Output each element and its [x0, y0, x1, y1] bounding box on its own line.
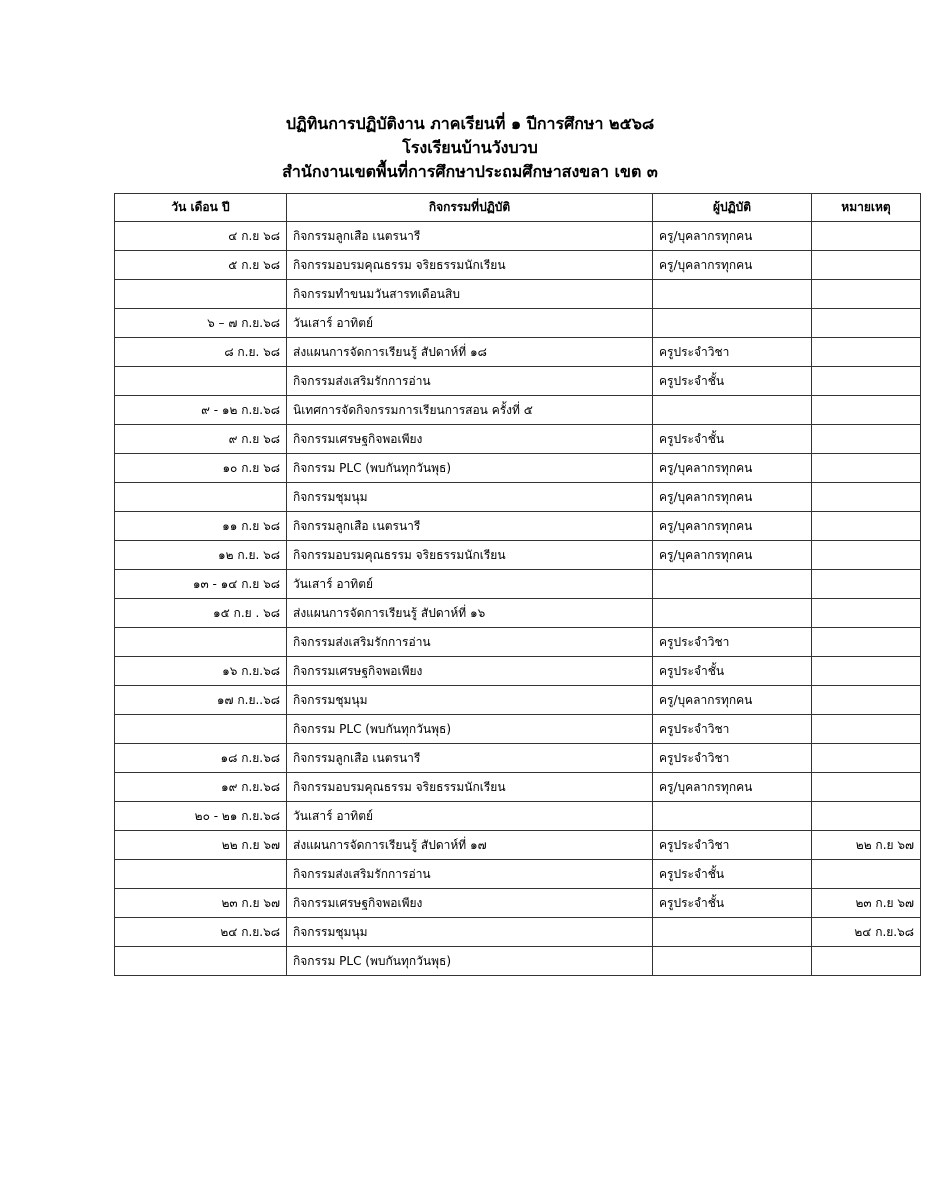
note-cell — [812, 454, 921, 483]
note-cell — [812, 860, 921, 889]
note-cell — [812, 367, 921, 396]
activity-cell: กิจกรรม PLC (พบกันทุกวันพุธ) — [287, 715, 653, 744]
responsible-cell: ครู/บุคลากรทุกคน — [653, 454, 812, 483]
date-cell: ๘ ก.ย. ๖๘ — [115, 338, 287, 367]
table-row — [115, 309, 921, 338]
date-cell — [115, 947, 287, 976]
note-cell — [812, 396, 921, 425]
activity-cell: ส่งแผนการจัดการเรียนรู้ สัปดาห์ที่ ๑๖ — [287, 599, 653, 628]
date-cell: ๑๙ ก.ย.๖๘ — [115, 773, 287, 802]
schedule-table — [114, 193, 921, 976]
activity-cell: วันเสาร์ อาทิตย์ — [287, 570, 653, 599]
note-cell — [812, 570, 921, 599]
responsible-cell: ครู/บุคลากรทุกคน — [653, 483, 812, 512]
table-row — [115, 686, 921, 715]
office-name: สำนักงานเขตพื้นที่การศึกษาประถมศึกษาสงขลา เขต ๓ — [282, 162, 658, 181]
table-row — [115, 570, 921, 599]
activity-cell: กิจกรรมเศรษฐกิจพอเพียง — [287, 425, 653, 454]
date-cell: ๑๑ ก.ย ๖๘ — [115, 512, 287, 541]
responsible-cell: ครูประจำชั้น — [653, 425, 812, 454]
responsible-cell — [653, 570, 812, 599]
responsible-cell: ครู/บุคลากรทุกคน — [653, 686, 812, 715]
column-header-note: หมายเหตุ — [812, 194, 921, 222]
activity-cell: กิจกรรมอบรมคุณธรรม จริยธรรมนักเรียน — [287, 541, 653, 570]
activity-cell: กิจกรรมชุมนุม — [287, 686, 653, 715]
date-cell: ๙ ก.ย ๖๘ — [115, 425, 287, 454]
note-cell — [812, 715, 921, 744]
activity-cell: กิจกรรมเศรษฐกิจพอเพียง — [287, 657, 653, 686]
date-cell — [115, 367, 287, 396]
responsible-cell: ครูประจำวิชา — [653, 628, 812, 657]
date-cell — [115, 628, 287, 657]
table-row — [115, 802, 921, 831]
activity-cell: กิจกรรมชุมนุม — [287, 483, 653, 512]
table-row — [115, 280, 921, 309]
date-cell: ๒๐ - ๒๑ ก.ย.๖๘ — [115, 802, 287, 831]
table-row — [115, 744, 921, 773]
responsible-cell: ครู/บุคลากรทุกคน — [653, 773, 812, 802]
activity-cell: วันเสาร์ อาทิตย์ — [287, 802, 653, 831]
document-title: ปฏิทินการปฏิบัติงาน ภาคเรียนที่ ๑ ปีการศึกษา ๒๕๖๘ — [285, 114, 655, 133]
table-row — [115, 918, 921, 947]
activity-cell: กิจกรรมชุมนุม — [287, 918, 653, 947]
responsible-cell: ครู/บุคลากรทุกคน — [653, 512, 812, 541]
activity-cell: กิจกรรมอบรมคุณธรรม จริยธรรมนักเรียน — [287, 251, 653, 280]
date-cell: ๒๔ ก.ย.๖๘ — [115, 918, 287, 947]
date-cell: ๙ - ๑๒ ก.ย.๖๘ — [115, 396, 287, 425]
responsible-cell: ครูประจำวิชา — [653, 338, 812, 367]
table-row — [115, 222, 921, 251]
responsible-cell: ครู/บุคลากรทุกคน — [653, 541, 812, 570]
date-cell: ๒๒ ก.ย ๖๗ — [115, 831, 287, 860]
note-cell — [812, 947, 921, 976]
date-cell: ๑๒ ก.ย. ๖๘ — [115, 541, 287, 570]
responsible-cell — [653, 280, 812, 309]
activity-cell: กิจกรรม PLC (พบกันทุกวันพุธ) — [287, 947, 653, 976]
responsible-cell: ครู/บุคลากรทุกคน — [653, 222, 812, 251]
note-cell — [812, 338, 921, 367]
date-cell: ๒๓ ก.ย ๖๗ — [115, 889, 287, 918]
note-cell — [812, 686, 921, 715]
activity-cell: กิจกรรมอบรมคุณธรรม จริยธรรมนักเรียน — [287, 773, 653, 802]
date-cell: ๑๓ - ๑๔ ก.ย ๖๘ — [115, 570, 287, 599]
table-row — [115, 773, 921, 802]
date-cell — [115, 860, 287, 889]
table-row — [115, 889, 921, 918]
document-header — [160, 112, 780, 184]
note-cell: ๒๔ ก.ย.๖๘ — [812, 918, 921, 947]
table-header-row — [115, 194, 921, 222]
table-row — [115, 715, 921, 744]
table-row — [115, 657, 921, 686]
note-cell — [812, 512, 921, 541]
table-row — [115, 831, 921, 860]
date-cell: ๑๘ ก.ย.๖๘ — [115, 744, 287, 773]
table-row — [115, 483, 921, 512]
activity-cell: นิเทศการจัดกิจกรรมการเรียนการสอน ครั้งที่ ๕ — [287, 396, 653, 425]
responsible-cell — [653, 918, 812, 947]
note-cell: ๒๓ ก.ย ๖๗ — [812, 889, 921, 918]
date-cell: ๑๗ ก.ย..๖๘ — [115, 686, 287, 715]
note-cell — [812, 773, 921, 802]
column-header-activity: กิจกรรมที่ปฏิบัติ — [287, 194, 653, 222]
date-cell — [115, 280, 287, 309]
note-cell — [812, 483, 921, 512]
date-cell — [115, 715, 287, 744]
table-row — [115, 396, 921, 425]
note-cell — [812, 425, 921, 454]
note-cell — [812, 280, 921, 309]
table-row — [115, 541, 921, 570]
table-row — [115, 425, 921, 454]
activity-cell: กิจกรรม PLC (พบกันทุกวันพุธ) — [287, 454, 653, 483]
table-row — [115, 512, 921, 541]
note-cell: ๒๒ ก.ย ๖๗ — [812, 831, 921, 860]
activity-cell: กิจกรรมลูกเสือ เนตรนารี — [287, 512, 653, 541]
table-row — [115, 947, 921, 976]
date-cell: ๖ – ๗ ก.ย.๖๘ — [115, 309, 287, 338]
note-cell — [812, 657, 921, 686]
responsible-cell: ครูประจำชั้น — [653, 657, 812, 686]
note-cell — [812, 628, 921, 657]
activity-cell: ส่งแผนการจัดการเรียนรู้ สัปดาห์ที่ ๑๗ — [287, 831, 653, 860]
date-cell — [115, 483, 287, 512]
activity-cell: กิจกรรมส่งเสริมรักการอ่าน — [287, 860, 653, 889]
table-row — [115, 860, 921, 889]
responsible-cell: ครูประจำวิชา — [653, 831, 812, 860]
note-cell — [812, 802, 921, 831]
school-name: โรงเรียนบ้านวังบวบ — [402, 138, 538, 157]
column-header-date: วัน เดือน ปี — [115, 194, 287, 222]
activity-cell: กิจกรรมลูกเสือ เนตรนารี — [287, 744, 653, 773]
date-cell: ๑๐ ก.ย ๖๘ — [115, 454, 287, 483]
note-cell — [812, 599, 921, 628]
activity-cell: กิจกรรมส่งเสริมรักการอ่าน — [287, 628, 653, 657]
responsible-cell: ครู/บุคลากรทุกคน — [653, 251, 812, 280]
date-cell: ๔ ก.ย ๖๘ — [115, 222, 287, 251]
date-cell: ๑๖ ก.ย.๖๘ — [115, 657, 287, 686]
activity-cell: กิจกรรมลูกเสือ เนตรนารี — [287, 222, 653, 251]
table-row — [115, 338, 921, 367]
activity-cell: กิจกรรมทำขนมวันสารทเดือนสิบ — [287, 280, 653, 309]
activity-cell: ส่งแผนการจัดการเรียนรู้ สัปดาห์ที่ ๑๘ — [287, 338, 653, 367]
responsible-cell — [653, 599, 812, 628]
table-row — [115, 251, 921, 280]
responsible-cell: ครูประจำชั้น — [653, 860, 812, 889]
table-row — [115, 454, 921, 483]
note-cell — [812, 744, 921, 773]
note-cell — [812, 309, 921, 338]
column-header-responsible: ผู้ปฏิบัติ — [653, 194, 812, 222]
responsible-cell: ครูประจำวิชา — [653, 715, 812, 744]
responsible-cell — [653, 396, 812, 425]
note-cell — [812, 222, 921, 251]
table-row — [115, 599, 921, 628]
responsible-cell — [653, 309, 812, 338]
date-cell: ๕ ก.ย ๖๘ — [115, 251, 287, 280]
activity-cell: กิจกรรมเศรษฐกิจพอเพียง — [287, 889, 653, 918]
responsible-cell: ครูประจำชั้น — [653, 889, 812, 918]
schedule-body — [115, 222, 921, 976]
date-cell: ๑๕ ก.ย . ๖๘ — [115, 599, 287, 628]
responsible-cell — [653, 802, 812, 831]
activity-cell: วันเสาร์ อาทิตย์ — [287, 309, 653, 338]
note-cell — [812, 251, 921, 280]
responsible-cell: ครูประจำชั้น — [653, 367, 812, 396]
responsible-cell — [653, 947, 812, 976]
activity-cell: กิจกรรมส่งเสริมรักการอ่าน — [287, 367, 653, 396]
table-row — [115, 367, 921, 396]
responsible-cell: ครูประจำวิชา — [653, 744, 812, 773]
note-cell — [812, 541, 921, 570]
table-row — [115, 628, 921, 657]
